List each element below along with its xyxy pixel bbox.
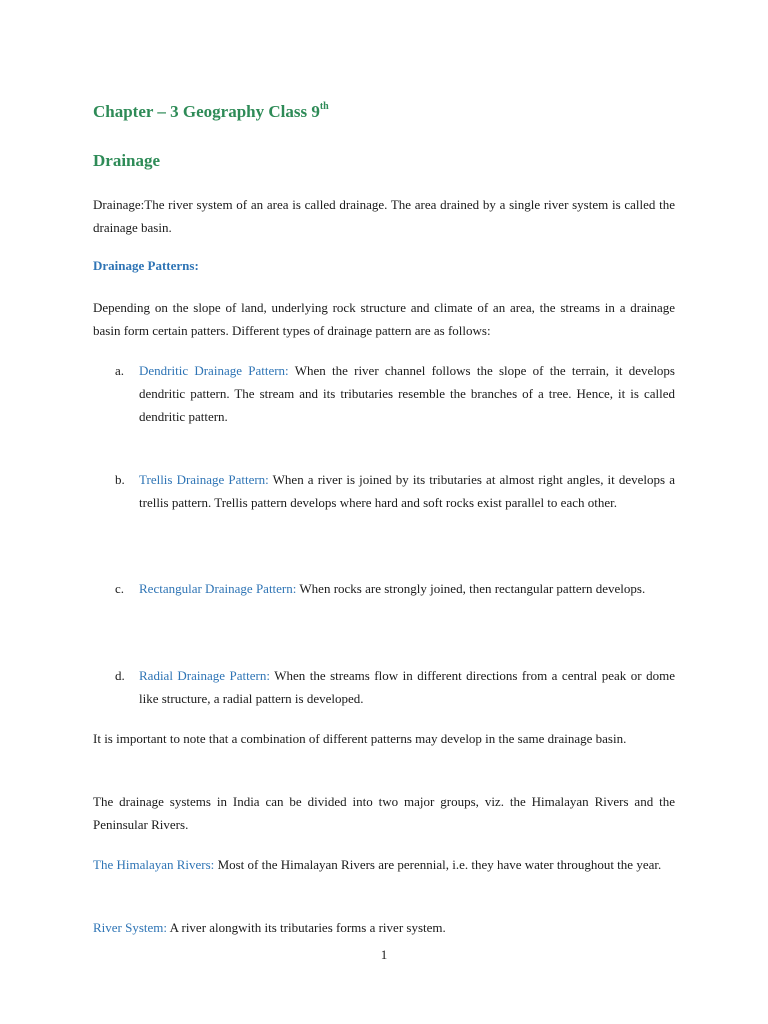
river-system-term: River System: (93, 920, 168, 935)
himalayan-rivers-term: The Himalayan Rivers: (93, 857, 215, 872)
list-marker: b. (115, 472, 125, 487)
list-item-radial (115, 664, 675, 710)
list-item-rectangular (115, 577, 675, 600)
river-system-paragraph (93, 916, 675, 939)
list-marker: a. (115, 363, 125, 378)
list-term: Trellis Drainage Pattern: (139, 472, 269, 487)
intro-paragraph: Drainage:The river system of an area is called drainage. The area drained by a single river system is called the drainage basin. (93, 197, 675, 235)
page-number: 1 (380, 947, 388, 962)
list-text: When the streams flow in different directions from a central peak or dome like structure, a radial pattern is developed. (139, 668, 675, 706)
list-text: When a river is joined by its tributaries at almost right angles, it develops a trellis pattern. Trellis pattern develops where hard and soft rocks exist parallel to each other. (139, 472, 675, 510)
chapter-title-text: Chapter – 3 Geography Class 9 (93, 102, 320, 121)
drainage-patterns-heading: Drainage Patterns: (93, 258, 199, 273)
river-system-text: A river alongwith its tributaries forms a river system. (167, 920, 446, 935)
himalayan-rivers-paragraph (93, 853, 675, 876)
list-term: Radial Drainage Pattern: (139, 668, 270, 683)
list-item-dendritic (115, 359, 675, 428)
list-item-trellis (115, 468, 675, 514)
list-marker: d. (115, 668, 125, 683)
section-title: Drainage (93, 151, 161, 170)
chapter-title-superscript: th (319, 101, 329, 112)
list-term: Dendritic Drainage Pattern: (139, 363, 289, 378)
himalayan-rivers-text: Most of the Himalayan Rivers are perennial, i.e. they have water throughout the year. (214, 857, 662, 872)
patterns-intro-paragraph: Depending on the slope of land, underlying rock structure and climate of an area, the streams in a drainage basin form certain patters. Different types of drainage pattern are as follows: (93, 300, 675, 338)
list-marker: c. (115, 581, 125, 596)
chapter-title (93, 101, 329, 122)
list-term: Rectangular Drainage Pattern: (139, 581, 297, 596)
groups-paragraph: The drainage systems in India can be divided into two major groups, viz. the Himalayan Rivers and the Peninsular Rivers. (93, 794, 675, 832)
combination-paragraph: It is important to note that a combination of different patterns may develop in the same drainage basin. (93, 731, 627, 746)
list-text: When the river channel follows the slope of the terrain, it develops dendritic pattern. The stream and its tributaries resemble the branches of a tree. Hence, it is called dendritic pattern. (139, 363, 675, 424)
list-text: When rocks are strongly joined, then rectangular pattern develops. (296, 581, 646, 596)
